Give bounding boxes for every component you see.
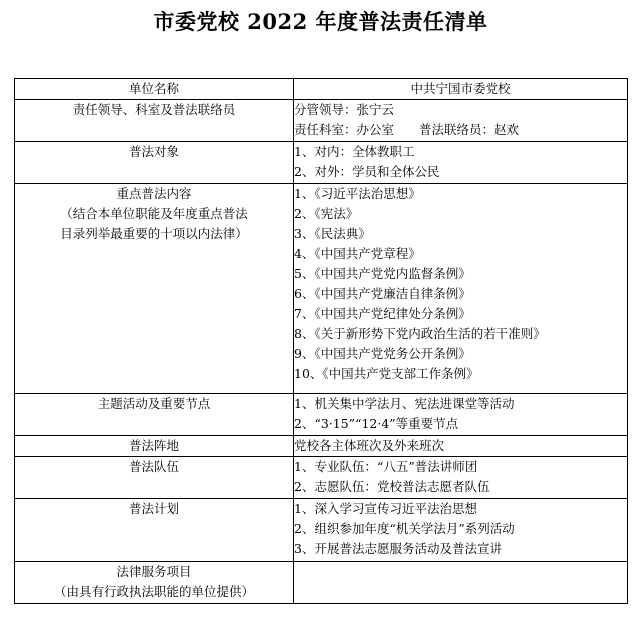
row-label-cell [15,394,294,436]
document-title: 市委党校 2022 年度普法责任清单 [153,9,488,34]
content-line: 1、专业队伍：“八五”普法讲师团 [294,459,478,474]
row-label-cell [15,436,294,457]
content-line: 分管领导：张宁云 [294,102,395,117]
row-content-cell [294,562,628,604]
header-unit-name: 单位名称 [15,79,294,100]
row-label: 责任领导、科室及普法联络员 [72,102,236,117]
table-row [15,499,628,562]
content-line: 9、《中国共产党党务公开条例》 [294,346,471,361]
content-line: 2、《宪法》 [294,206,359,221]
row-label-cell [15,142,294,184]
row-label: 普法队伍 [128,459,179,474]
table-row [15,142,628,184]
row-label-cell [15,562,294,604]
content-line: 1、对内：全体教职工 [294,144,415,159]
row-label: 普法阵地 [128,438,179,453]
row-label: 主题活动及重要节点 [97,396,211,411]
row-content-cell [294,499,628,562]
row-label: 法律服务项目 [116,564,192,579]
table-row [15,562,628,604]
content-line: 2、对外：学员和全体公民 [294,164,440,179]
row-label: 普法对象 [128,144,179,159]
row-content-cell [294,436,628,457]
content-line: 责任科室：办公室 普法联络员：赵欢 [294,122,520,137]
row-label-cell [15,100,294,142]
content-line: 5、《中国共产党党内监督条例》 [294,266,471,281]
content-line: 1、机关集中学法月、宪法进课堂等活动 [294,396,515,411]
content-line: 2、组织参加年度“机关学法月”系列活动 [294,521,515,536]
content-line: 1、深入学习宣传习近平法治思想 [294,501,477,516]
content-line: 2、志愿队伍：党校普法志愿者队伍 [294,479,490,494]
content-line: 3、开展普法志愿服务活动及普法宣讲 [294,541,502,556]
content-line: 6、《中国共产党廉洁自律条例》 [294,286,471,301]
row-content-cell [294,100,628,142]
responsibility-table [14,78,628,604]
content-line: 7、《中国共产党纪律处分条例》 [294,306,471,321]
content-line: 8、《关于新形势下党内政治生活的若干准则》 [294,326,546,341]
content-line: 10、《中国共产党支部工作条例》 [294,366,479,381]
header-unit-value: 中共宁国市委党校 [294,79,628,100]
table-row [15,457,628,499]
table-row [15,394,628,436]
row-label: 普法计划 [128,501,179,516]
table-row [15,184,628,394]
header-row [15,79,628,100]
row-label-cell [15,499,294,562]
table-row [15,436,628,457]
row-label-cell [15,184,294,394]
row-label-note: （由具有行政执法职能的单位提供） [53,584,254,599]
row-label: 重点普法内容 [116,186,192,201]
table-row [15,100,628,142]
row-label-note: （结合本单位职能及年度重点普法 [60,206,248,221]
row-label-cell [15,457,294,499]
content-line: 党校各主体班次及外来班次 [294,438,445,453]
content-line: 2、“3·15”“12·4”等重要节点 [294,416,459,431]
row-content-cell [294,394,628,436]
content-line: 4、《中国共产党章程》 [294,246,421,261]
row-content-cell [294,184,628,394]
content-line: 3、《民法典》 [294,226,371,241]
row-label-note: 目录列举最重要的十项以内法律） [60,226,248,241]
content-line: 1、《习近平法治思想》 [294,186,421,201]
row-content-cell [294,142,628,184]
row-content-cell [294,457,628,499]
